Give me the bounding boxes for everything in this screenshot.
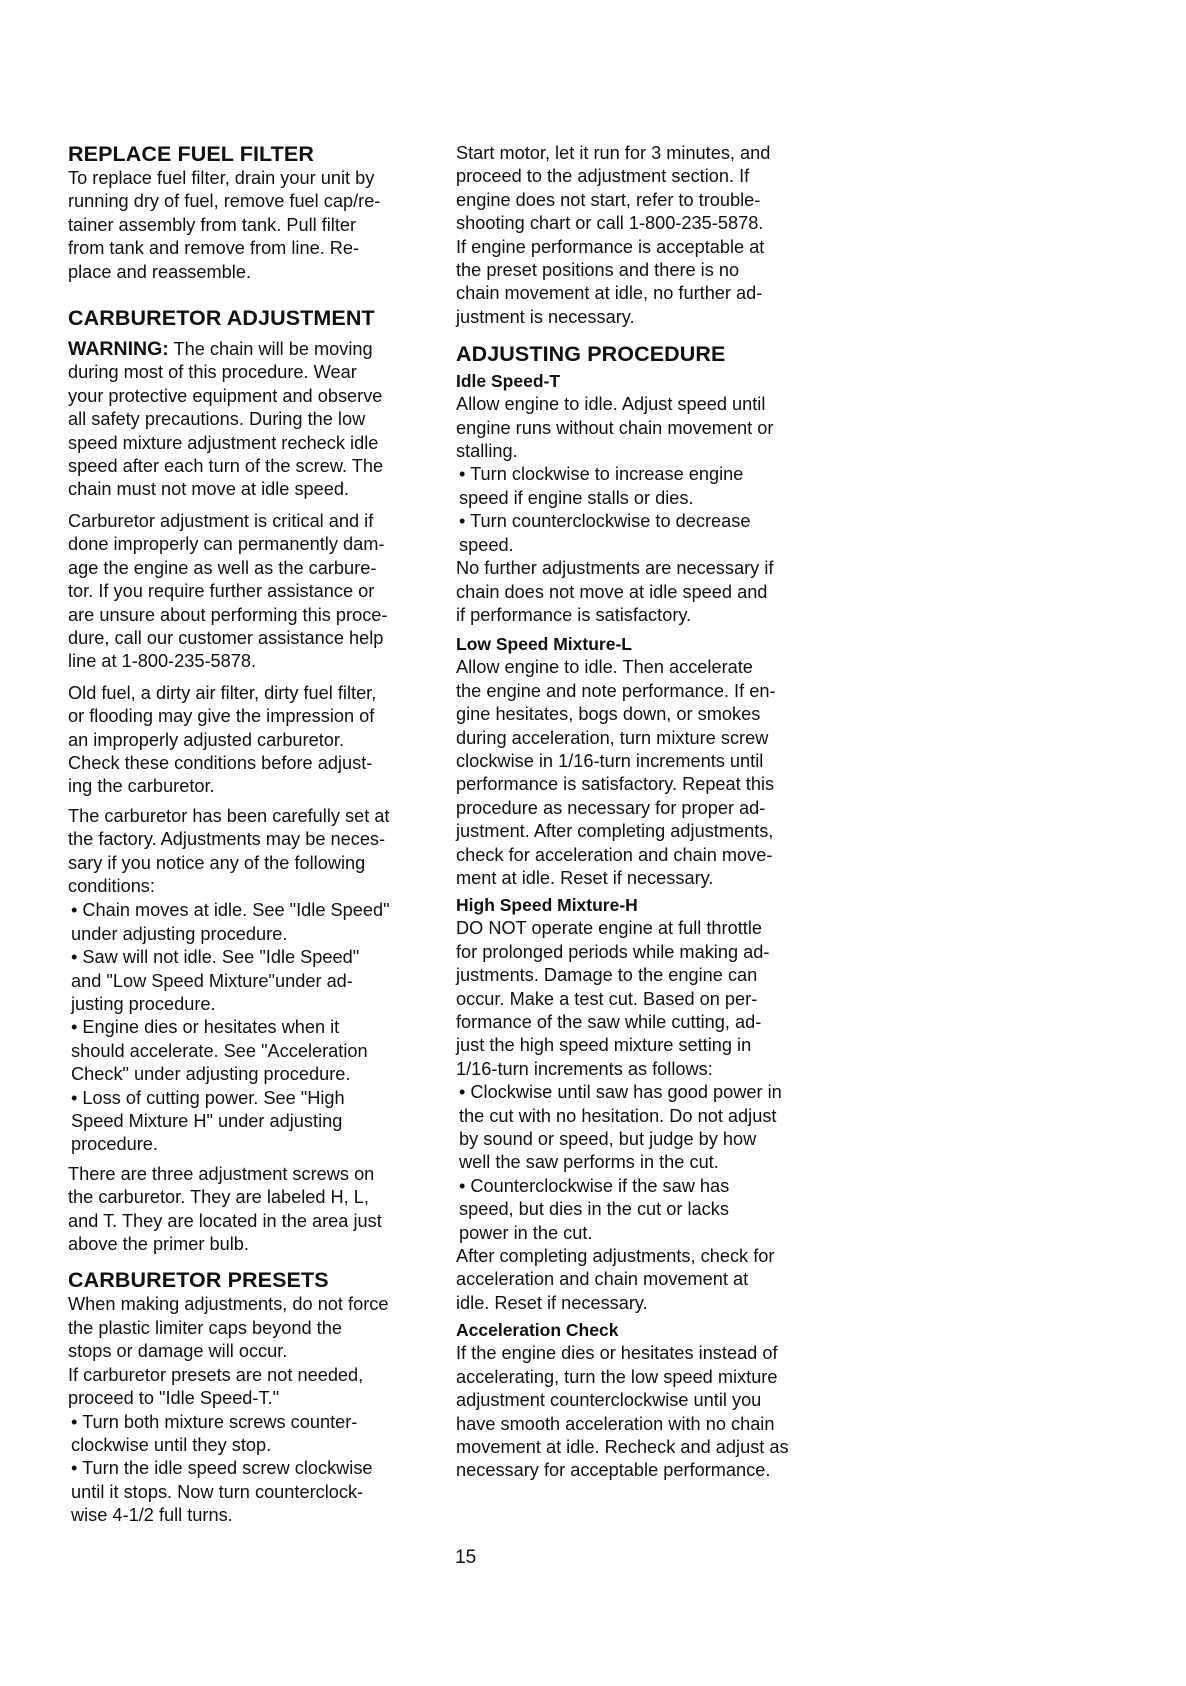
text-line: • Turn clockwise to increase engine — [459, 464, 744, 485]
list-item — [68, 1087, 458, 1157]
text-line: justing procedure. — [71, 994, 216, 1014]
text-line: engine runs without chain movement or — [456, 417, 774, 438]
text-line: speed. — [459, 534, 514, 555]
conditions-list — [68, 899, 458, 1156]
presets-paragraph — [68, 1293, 458, 1410]
text-line: the engine and note performance. If en- — [456, 680, 776, 701]
text-line: There are three adjustment screws on — [68, 1163, 375, 1184]
idle-after-paragraph — [456, 557, 856, 627]
list-item — [68, 1457, 458, 1527]
text-line: movement at idle. Recheck and adjust as — [456, 1436, 789, 1457]
acceleration-check-heading: Acceleration Check — [456, 1320, 619, 1341]
text-line: adjustment counterclockwise until you — [456, 1390, 762, 1411]
text-line: chain movement at idle, no further ad- — [456, 283, 763, 304]
text-line: well the saw performs in the cut. — [459, 1152, 719, 1173]
text-line: gine hesitates, bogs down, or smokes — [456, 704, 761, 725]
text-line: during acceleration, turn mixture screw — [456, 727, 769, 748]
text-line: 1/16-turn increments as follows: — [456, 1058, 713, 1079]
text-line: the carburetor. They are labeled H, L, — [68, 1187, 369, 1208]
idle-speed-heading: Idle Speed-T — [456, 371, 561, 392]
text-line: tor. If you require further assistance or — [68, 581, 375, 602]
adjusting-procedure-heading: ADJUSTING PROCEDURE — [456, 342, 726, 367]
text-line: all safety precautions. During the low — [68, 409, 366, 430]
high-after-paragraph — [456, 1245, 856, 1315]
old-fuel-paragraph — [68, 682, 458, 799]
text-line: • Engine dies or hesitates when it — [71, 1017, 340, 1038]
text-line: for prolonged periods while making ad- — [456, 941, 770, 962]
text-line: ment at idle. Reset if necessary. — [456, 867, 714, 888]
text-line: chain does not move at idle speed and — [456, 581, 768, 602]
warning-paragraph — [68, 338, 458, 502]
text-line: done improperly can permanently dam- — [68, 534, 385, 555]
text-line: chain must not move at idle speed. — [68, 479, 350, 500]
text-line: the preset positions and there is no — [456, 260, 740, 281]
list-item — [68, 899, 458, 946]
text-line: running dry of fuel, remove fuel cap/re- — [68, 191, 381, 212]
text-line: the cut with no hesitation. Do not adjust — [459, 1105, 777, 1126]
text-line: speed if engine stalls or dies. — [459, 487, 694, 508]
text-line: No further adjustments are necessary if — [456, 558, 774, 579]
text-line: performance is satisfactory. Repeat this — [456, 774, 775, 795]
text-line: • Chain moves at idle. See "Idle Speed" — [71, 900, 390, 921]
text-line: Allow engine to idle. Then accelerate — [456, 657, 753, 678]
text-line: speed after each turn of the screw. The — [68, 456, 384, 477]
text-line: line at 1-800-235-5878. — [68, 651, 257, 672]
text-line: dure, call our customer assistance help — [68, 627, 384, 648]
text-line: justments. Damage to the engine can — [456, 965, 758, 986]
text-line: Old fuel, a dirty air filter, dirty fuel filter, — [68, 682, 377, 703]
text-line: The carburetor has been carefully set at — [68, 805, 390, 826]
text-line: • Saw will not idle. See "Idle Speed" — [71, 947, 360, 968]
text-line: tainer assembly from tank. Pull filter — [68, 214, 357, 235]
text-line: Start motor, let it run for 3 minutes, and — [456, 143, 771, 163]
text-line: wise 4-1/2 full turns. — [71, 1505, 233, 1526]
text-line: by sound or speed, but judge by how — [459, 1129, 757, 1150]
text-line: your protective equipment and observe — [68, 385, 383, 406]
carburetor-presets-heading: CARBURETOR PRESETS — [68, 1268, 329, 1293]
text-line: To replace fuel filter, drain your unit by — [68, 168, 375, 188]
text-line: If the engine dies or hesitates instead of — [456, 1343, 778, 1364]
text-line: acceleration and chain movement at — [456, 1269, 749, 1290]
idle-paragraph — [456, 393, 856, 463]
text-line: procedure as necessary for proper ad- — [456, 797, 766, 818]
text-line: procedure. — [71, 1134, 158, 1155]
presets-list — [68, 1411, 458, 1528]
critical-paragraph — [68, 510, 458, 674]
text-line: • Loss of cutting power. See "High — [71, 1087, 345, 1108]
left-column — [68, 142, 458, 1528]
text-line: if performance is satisfactory. — [456, 604, 692, 625]
text-line: The chain will be moving — [168, 339, 373, 360]
text-line: power in the cut. — [459, 1222, 593, 1243]
text-line: proceed to "Idle Speed-T." — [68, 1388, 280, 1409]
low-speed-heading: Low Speed Mixture-L — [456, 634, 632, 655]
acceleration-paragraph — [456, 1342, 856, 1482]
text-line: place and reassemble. — [68, 261, 251, 282]
text-line: • Counterclockwise if the saw has — [459, 1175, 730, 1196]
text-line: just the high speed mixture setting in — [456, 1035, 752, 1056]
text-line: Allow engine to idle. Adjust speed until — [456, 394, 766, 415]
page-number: 15 — [455, 1547, 477, 1568]
warning-label: WARNING: — [68, 338, 169, 361]
right-column — [456, 142, 856, 1483]
text-line: stops or damage will occur. — [68, 1341, 288, 1362]
replace-fuel-filter-heading: REPLACE FUEL FILTER — [68, 142, 314, 166]
factory-paragraph — [68, 805, 458, 899]
text-line: • Turn counterclockwise to decrease — [459, 511, 751, 532]
text-line: Check these conditions before adjust- — [68, 752, 373, 773]
text-line: After completing adjustments, check for — [456, 1246, 775, 1267]
text-line: • Turn both mixture screws counter- — [71, 1411, 358, 1432]
text-line: should accelerate. See "Acceleration — [71, 1040, 368, 1061]
list-item — [68, 1016, 458, 1086]
list-item — [456, 1081, 856, 1175]
list-item — [456, 1175, 856, 1245]
text-line: and T. They are located in the area just — [68, 1210, 382, 1231]
list-item — [68, 946, 458, 1016]
text-line: proceed to the adjustment section. If — [456, 166, 750, 187]
text-line: • Turn the idle speed screw clockwise — [71, 1458, 373, 1479]
text-line: speed mixture adjustment recheck idle — [68, 432, 379, 453]
high-speed-list — [456, 1081, 856, 1245]
text-line: from tank and remove from line. Re- — [68, 238, 360, 259]
text-line: during most of this procedure. Wear — [68, 362, 357, 383]
text-line: clockwise until they stop. — [71, 1434, 272, 1455]
carburetor-adjustment-heading: CARBURETOR ADJUSTMENT — [68, 306, 375, 331]
text-line: above the primer bulb. — [68, 1234, 249, 1255]
text-line: Check" under adjusting procedure. — [71, 1064, 351, 1085]
text-line: under adjusting procedure. — [71, 923, 288, 944]
text-line: justment. After completing adjustments, — [456, 821, 774, 842]
text-line: speed, but dies in the cut or lacks — [459, 1199, 729, 1220]
text-line: DO NOT operate engine at full throttle — [456, 918, 762, 939]
list-item — [456, 510, 856, 557]
text-line: conditions: — [68, 875, 155, 896]
text-line: and "Low Speed Mixture"under ad- — [71, 970, 353, 991]
text-line: have smooth acceleration with no chain — [456, 1413, 775, 1434]
text-line: an improperly adjusted carburetor. — [68, 729, 344, 750]
start-paragraph — [456, 142, 856, 329]
text-line: shooting chart or call 1-800-235-5878. — [456, 213, 764, 234]
replace-body — [68, 167, 458, 284]
text-line: the factory. Adjustments may be neces- — [68, 829, 386, 850]
text-line: occur. Make a test cut. Based on per- — [456, 988, 758, 1009]
text-line: Carburetor adjustment is critical and if — [68, 510, 374, 531]
list-item — [456, 463, 856, 510]
screws-paragraph — [68, 1163, 458, 1257]
high-speed-paragraph — [456, 917, 856, 1081]
text-line: age the engine as well as the carbure- — [68, 557, 377, 578]
list-item — [68, 1411, 458, 1458]
text-line: are unsure about performing this proce- — [68, 604, 388, 625]
text-line: sary if you notice any of the following — [68, 852, 366, 873]
text-line: engine does not start, refer to trouble- — [456, 189, 761, 210]
text-line: formance of the saw while cutting, ad- — [456, 1012, 762, 1032]
text-line: stalling. — [456, 441, 518, 462]
text-line: When making adjustments, do not force — [68, 1294, 389, 1315]
text-line: clockwise in 1/16-turn increments until — [456, 750, 764, 771]
text-line: the plastic limiter caps beyond the — [68, 1317, 342, 1338]
idle-list — [456, 463, 856, 557]
text-line: justment is necessary. — [456, 306, 635, 327]
text-line: If carburetor presets are not needed, — [68, 1364, 364, 1385]
text-line: check for acceleration and chain move- — [456, 844, 773, 865]
text-line: ing the carburetor. — [68, 776, 215, 797]
text-line: If engine performance is acceptable at — [456, 236, 765, 257]
high-speed-heading: High Speed Mixture-H — [456, 895, 638, 916]
text-line: • Clockwise until saw has good power in — [459, 1082, 782, 1103]
low-speed-paragraph — [456, 656, 856, 890]
text-line: or flooding may give the impression of — [68, 706, 375, 727]
text-line: idle. Reset if necessary. — [456, 1292, 648, 1313]
text-line: accelerating, turn the low speed mixture — [456, 1366, 778, 1387]
text-line: necessary for acceptable performance. — [456, 1460, 771, 1481]
text-line: until it stops. Now turn counterclock- — [71, 1481, 364, 1502]
text-line: Speed Mixture H" under adjusting — [71, 1111, 343, 1132]
